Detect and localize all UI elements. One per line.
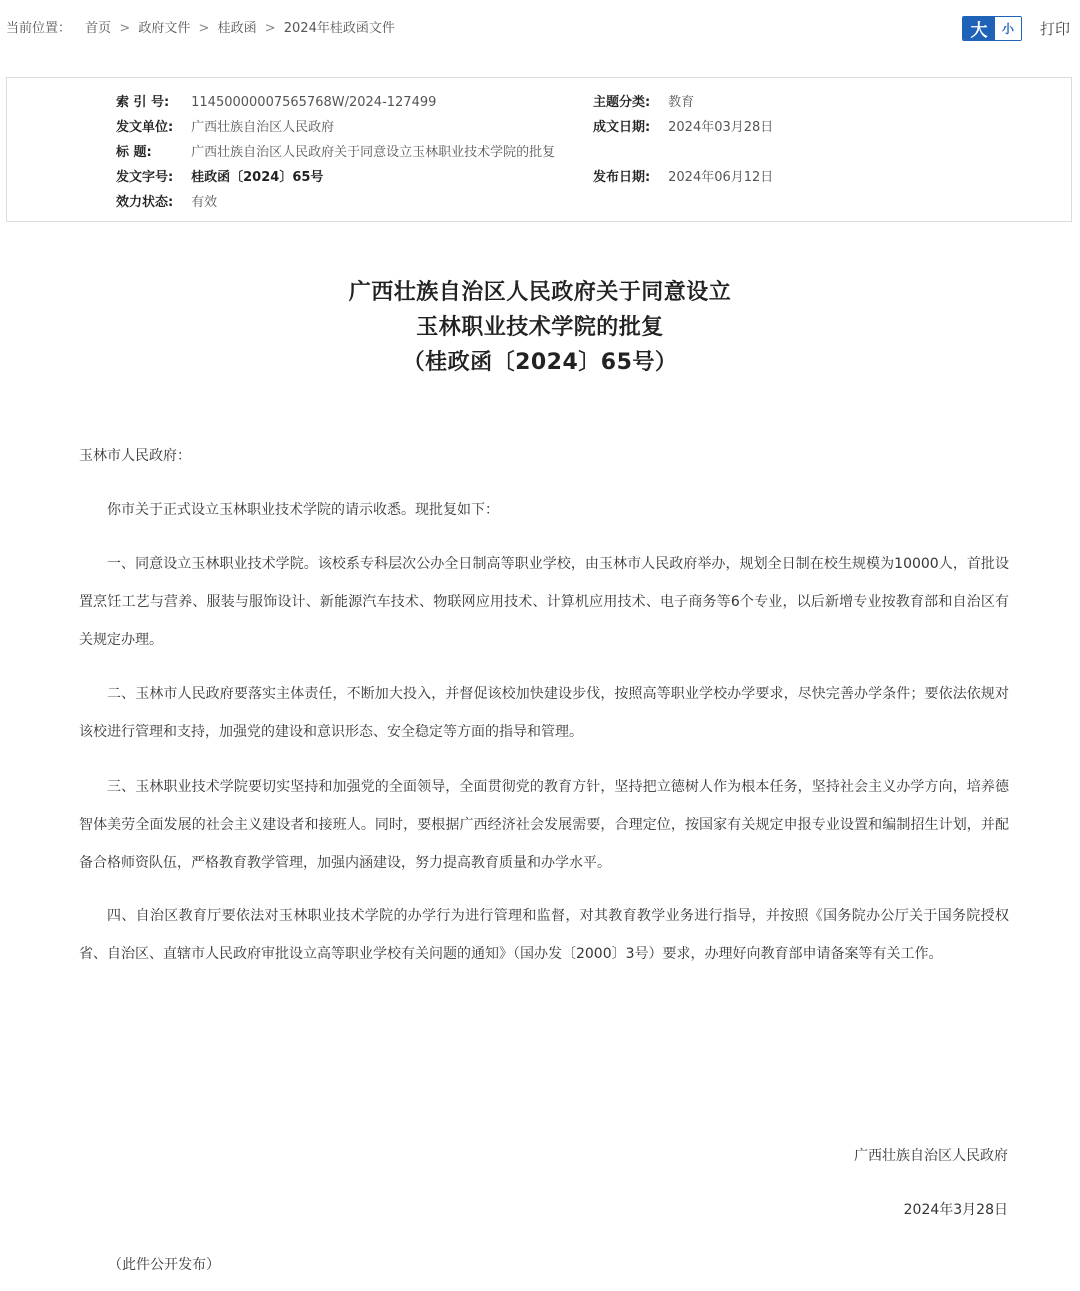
- paragraph-4-text: 四、自治区教育厅要依法对玉林职业技术学院的办学行为进行管理和监督，对其教育教学业务进行指导，并按照《国务院办公厅关于国务院授权省、自治区、直辖市人民政府审批设立高等职业学校有关问题的通知》（国办发〔2000〕3号）要求，办理好向教育部申请备案等有关工作。: [79, 908, 1009, 962]
- document-title: [0, 275, 1080, 380]
- meta-status-value: 有效: [191, 195, 218, 210]
- public-release-note: （此件公开发布）: [108, 1257, 220, 1273]
- title-line-1: 广西壮族自治区人民政府关于同意设立: [348, 280, 732, 305]
- meta-published-value: 2024年06月12日: [668, 170, 774, 185]
- breadcrumb-2024-docs[interactable]: 2024年桂政函文件: [283, 21, 395, 36]
- breadcrumb-separator: >: [119, 21, 131, 36]
- meta-topic-value: 教育: [668, 95, 695, 110]
- title-line-3: （桂政函〔2024〕65号）: [402, 350, 678, 375]
- meta-title-row: [116, 141, 555, 160]
- intro-paragraph: [79, 491, 1009, 529]
- meta-topic-row: [593, 91, 694, 110]
- breadcrumb-home[interactable]: 首页: [85, 21, 112, 36]
- breadcrumb-lead: 当前位置：: [6, 21, 72, 36]
- meta-created-value: 2024年03月28日: [668, 120, 774, 135]
- meta-index-row: [116, 91, 436, 110]
- print-button[interactable]: 打印: [1040, 20, 1071, 38]
- signature-date: 2024年3月28日: [903, 1202, 1008, 1218]
- signature-issuer: 广西壮族自治区人民政府: [854, 1148, 1008, 1164]
- meta-issuer-row: [116, 116, 334, 135]
- title-line-2: 玉林职业技术学院的批复: [416, 315, 664, 340]
- meta-docno-label: 发文字号:: [116, 170, 174, 185]
- meta-index-value: 11450000007565768W/2024-127499: [191, 95, 437, 110]
- paragraph-3: [79, 768, 1009, 882]
- intro-text: 你市关于正式设立玉林职业技术学院的请示收悉。现批复如下：: [107, 502, 499, 518]
- meta-title-label: 标 题:: [116, 145, 152, 160]
- meta-published-row: [593, 166, 773, 185]
- paragraph-1: [79, 545, 1009, 659]
- meta-title-value: 广西壮族自治区人民政府关于同意设立玉林职业技术学院的批复: [191, 145, 556, 160]
- font-size-switch: [962, 16, 1022, 41]
- meta-status-label: 效力状态:: [116, 195, 174, 210]
- meta-docno-value: 桂政函〔2024〕65号: [191, 170, 324, 185]
- paragraph-3-text: 三、玉林职业技术学院要切实坚持和加强党的全面领导，全面贯彻党的教育方针，坚持把立德树人作为根本任务，坚持社会主义办学方向，培养德智体美劳全面发展的社会主义建设者和接班人。同时，要根据广西经济社会发展需要，合理定位，按国家有关规定申报专业设置和编制招生计划，并配备合格师资队伍，严格教育教学管理，加强内涵建设，努力提高教育质量和办学水平。: [79, 779, 1009, 871]
- breadcrumb-guizhenghan[interactable]: 桂政函: [217, 21, 257, 36]
- meta-published-label: 发布日期:: [593, 170, 651, 185]
- paragraph-4: [79, 897, 1009, 973]
- paragraph-2-text: 二、玉林市人民政府要落实主体责任，不断加大投入，并督促该校加快建设步伐，按照高等职业学校办学要求，尽快完善办学条件；要依法依规对该校进行管理和支持，加强党的建设和意识形态、安全稳定等方面的指导和管理。: [79, 686, 1009, 740]
- breadcrumb-gov-docs[interactable]: 政府文件: [138, 21, 191, 36]
- paragraph-2: [79, 675, 1009, 751]
- breadcrumb-separator: >: [198, 21, 210, 36]
- meta-index-label: 索 引 号:: [116, 95, 170, 110]
- paragraph-1-text: 一、同意设立玉林职业技术学院。该校系专科层次公办全日制高等职业学校，由玉林市人民政府举办，规划全日制在校生规模为10000人，首批设置烹饪工艺与营养、服装与服饰设计、新能源汽车技术、物联网应用技术、计算机应用技术、电子商务等6个专业，以后新增专业按教育部和自治区有关规定办理。: [79, 556, 1009, 648]
- meta-created-row: [593, 116, 773, 135]
- meta-issuer-label: 发文单位:: [116, 120, 174, 135]
- breadcrumb-separator: >: [264, 21, 276, 36]
- font-small-button[interactable]: 小: [995, 17, 1021, 40]
- font-large-button[interactable]: 大: [963, 17, 995, 40]
- document-metadata-box: [6, 77, 1072, 222]
- top-bar: [0, 0, 1080, 56]
- meta-issuer-value: 广西壮族自治区人民政府: [191, 120, 335, 135]
- meta-status-row: [116, 191, 217, 210]
- salutation: 玉林市人民政府：: [79, 448, 191, 464]
- meta-docno-row: [116, 166, 323, 185]
- meta-topic-label: 主题分类:: [593, 95, 651, 110]
- meta-created-label: 成文日期:: [593, 120, 651, 135]
- breadcrumb: [6, 17, 395, 36]
